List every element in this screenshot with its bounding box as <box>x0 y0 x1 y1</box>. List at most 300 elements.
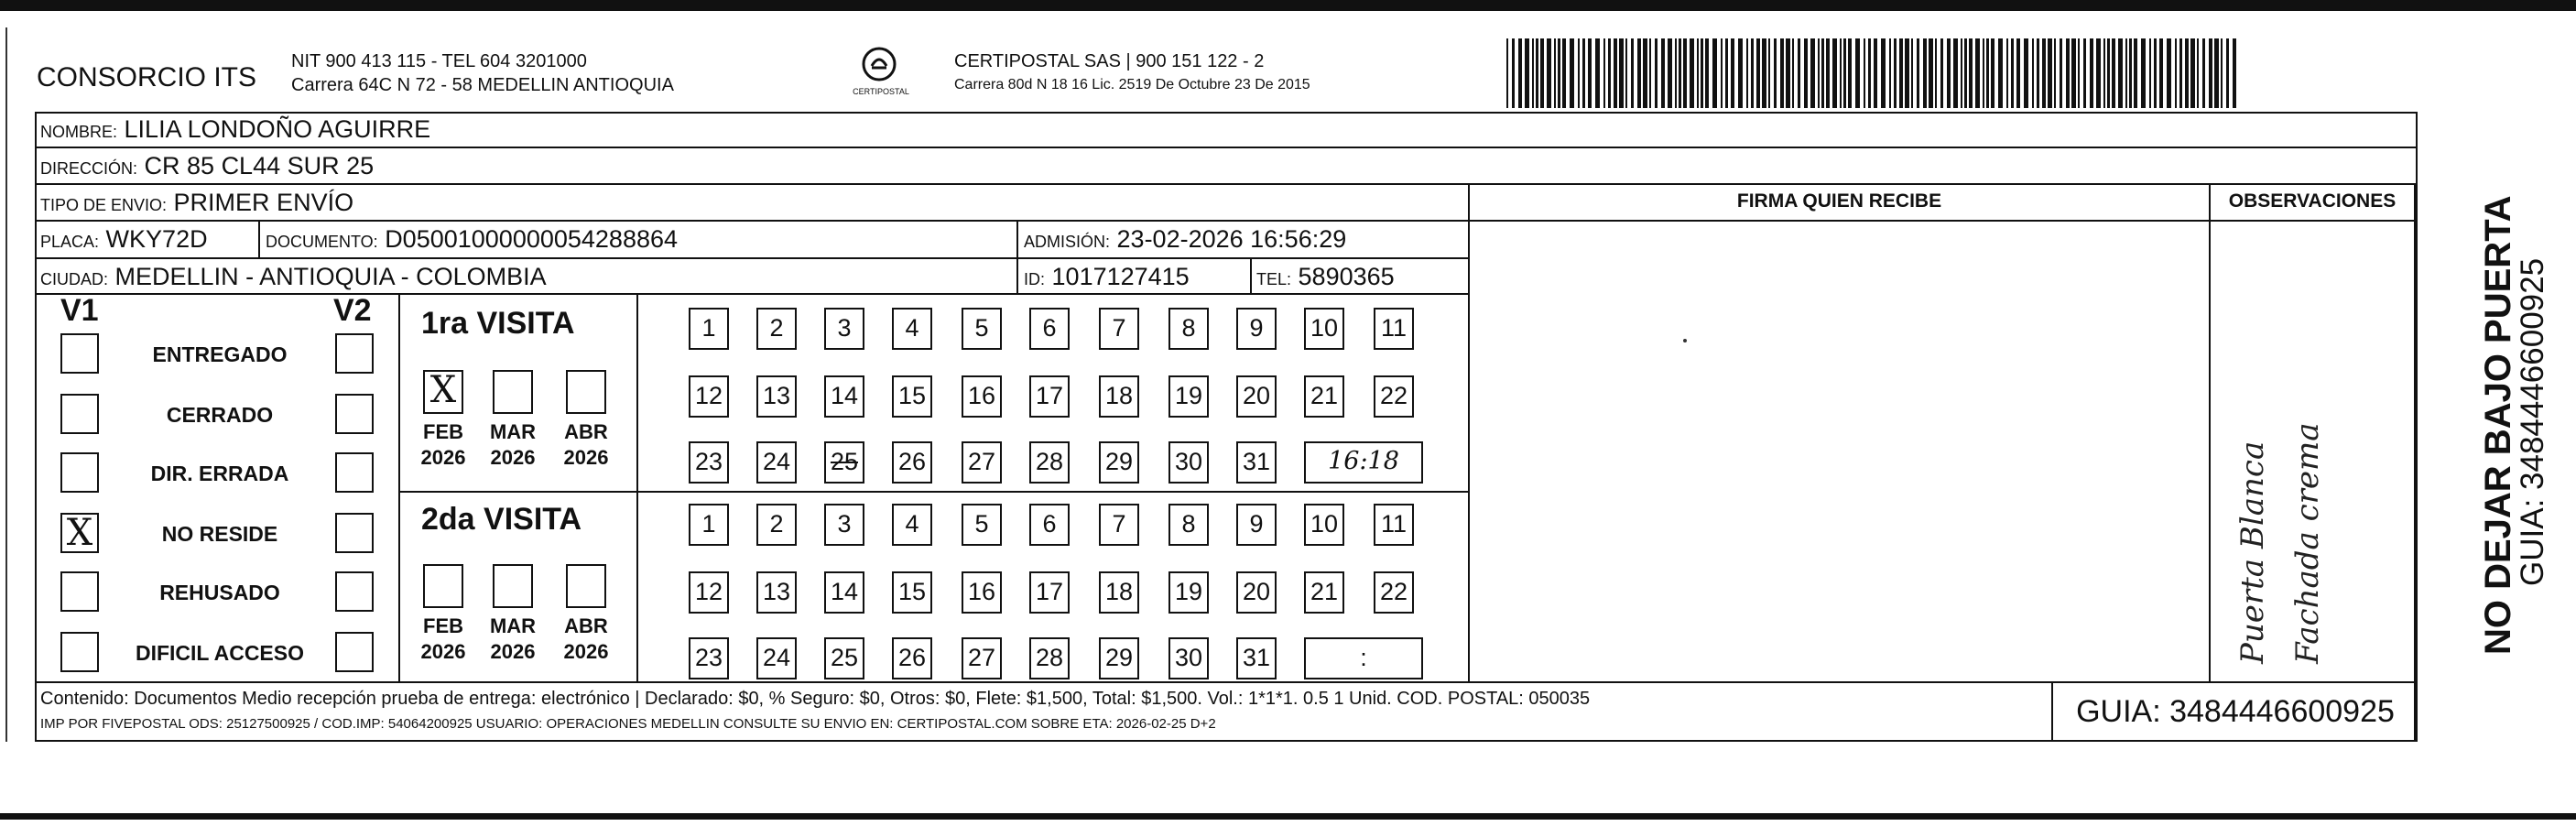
day-checkbox[interactable] <box>1168 571 1209 614</box>
day-number: 5 <box>974 314 989 342</box>
barcode-bar <box>1768 38 1770 108</box>
barcode-bar <box>2103 38 2105 108</box>
barcode-bar <box>1889 38 1891 108</box>
id-value: 1017127415 <box>1051 263 1190 290</box>
barcode-bar <box>1554 38 1556 108</box>
col-divider <box>2209 220 2416 222</box>
day-number: 26 <box>897 644 927 671</box>
barcode-bar <box>1721 38 1723 108</box>
month-year: 2026 <box>563 640 609 663</box>
barcode-bar <box>1536 38 1538 108</box>
barcode-bar <box>1935 38 1937 108</box>
barcode-bar <box>1986 38 1989 108</box>
barcode-bar <box>1998 38 2003 108</box>
ciudad-value: MEDELLIN - ANTIOQUIA - COLOMBIA <box>114 263 547 290</box>
month-name: ABR <box>564 614 608 637</box>
v1-checkbox[interactable] <box>60 513 99 553</box>
barcode-bar <box>1578 38 1580 108</box>
time-field[interactable]: 16:18 <box>1304 441 1423 484</box>
tel-value: 5890365 <box>1298 263 1395 290</box>
day-number: 30 <box>1174 644 1203 671</box>
barcode-bar <box>1643 38 1647 108</box>
nombre-row <box>40 115 430 144</box>
barcode-bar <box>1595 38 1600 108</box>
day-checkbox[interactable] <box>689 504 729 546</box>
day-checkbox[interactable] <box>892 637 932 679</box>
barcode-bar <box>1582 38 1585 108</box>
month-name: ABR <box>564 420 608 443</box>
day-checkbox[interactable] <box>756 571 797 614</box>
month-name: MAR <box>489 614 537 637</box>
barcode-bar <box>1697 38 1699 108</box>
month-label <box>485 419 540 471</box>
barcode-bar <box>1547 38 1551 108</box>
barcode-bar <box>2011 38 2014 108</box>
day-checkbox[interactable] <box>1236 571 1277 614</box>
day-checkbox[interactable] <box>1374 375 1414 418</box>
day-number: 14 <box>830 382 859 409</box>
barcode-bar <box>1792 38 1794 108</box>
day-number: 28 <box>1035 644 1064 671</box>
month-checkbox[interactable] <box>566 370 606 414</box>
day-number: 2 <box>769 510 784 538</box>
barcode-bar <box>1603 38 1605 108</box>
admision-value: 23-02-2026 16:56:29 <box>1116 225 1347 253</box>
barcode-bar <box>1975 38 1980 108</box>
day-checkbox[interactable] <box>892 441 932 484</box>
v2-checkbox[interactable] <box>335 513 374 553</box>
day-checkbox[interactable] <box>824 375 864 418</box>
barcode-bar <box>1832 38 1837 108</box>
barcode-bar <box>1679 38 1681 108</box>
day-number: 11 <box>1380 510 1408 538</box>
day-checkbox[interactable] <box>892 375 932 418</box>
day-checkbox[interactable] <box>1168 637 1209 679</box>
barcode-bar <box>2066 38 2070 108</box>
barcode-bar <box>1840 38 1842 108</box>
barcode-bar <box>2141 38 2146 108</box>
barcode-bar <box>1899 38 1903 108</box>
documento-value: D05001000000054288864 <box>385 225 679 253</box>
barcode-bar <box>1619 38 1624 108</box>
v2-checkbox[interactable] <box>335 571 374 612</box>
placa-field <box>40 225 208 254</box>
day-checkbox[interactable] <box>1099 441 1139 484</box>
company-address: Carrera 64C N 72 - 58 MEDELLIN ANTIOQUIA <box>291 75 674 95</box>
barcode-bar <box>1525 38 1529 108</box>
day-number: 16 <box>967 382 996 409</box>
col-divider <box>2414 183 2416 742</box>
direccion-row <box>40 152 374 180</box>
day-checkbox[interactable] <box>892 504 932 546</box>
row-divider <box>35 147 2418 148</box>
barcode-bar <box>1774 38 1777 108</box>
day-checkbox[interactable] <box>1029 571 1070 614</box>
barcode-bar <box>2090 38 2093 108</box>
barcode-bar <box>1964 38 1967 108</box>
day-number: 30 <box>1174 448 1203 475</box>
barcode-bar <box>1864 38 1865 108</box>
day-checkbox[interactable] <box>1236 375 1277 418</box>
observaciones-label: OBSERVACIONES <box>2228 190 2397 212</box>
day-checkbox[interactable] <box>1099 504 1139 546</box>
day-number: 29 <box>1104 644 1134 671</box>
month-year: 2026 <box>420 446 466 469</box>
month-checkbox[interactable] <box>493 564 533 608</box>
day-checkbox[interactable] <box>962 441 1002 484</box>
barcode-bar <box>1821 38 1824 108</box>
barcode-bar <box>1738 38 1743 108</box>
day-checkbox[interactable] <box>1168 308 1209 350</box>
top-border <box>0 0 2576 11</box>
day-checkbox[interactable] <box>1099 375 1139 418</box>
col-divider <box>258 220 260 258</box>
barcode-bar <box>2071 38 2076 108</box>
barcode-bar <box>2233 38 2236 108</box>
month-name: FEB <box>423 614 463 637</box>
day-number: 29 <box>1104 448 1134 475</box>
day-number: 25 <box>830 448 859 475</box>
day-checkbox[interactable] <box>962 637 1002 679</box>
documento-field <box>266 225 678 254</box>
day-number: 20 <box>1242 382 1271 409</box>
barcode-bar <box>2042 38 2046 108</box>
day-checkbox[interactable] <box>756 375 797 418</box>
second-visit-title: 2da VISITA <box>421 502 582 537</box>
day-number: 1 <box>701 314 716 342</box>
day-checkbox[interactable] <box>892 571 932 614</box>
day-checkbox[interactable] <box>1168 441 1209 484</box>
day-number: 31 <box>1242 644 1271 671</box>
company-name: CONSORCIO ITS <box>37 62 257 92</box>
barcode-bar <box>1570 38 1574 108</box>
day-checkbox[interactable] <box>1168 504 1209 546</box>
v2-header: V2 <box>333 293 372 328</box>
day-checkbox[interactable] <box>824 441 864 484</box>
month-label <box>416 419 471 471</box>
day-checkbox[interactable] <box>824 504 864 546</box>
barcode-bar <box>1756 38 1760 108</box>
day-number: 12 <box>694 382 723 409</box>
barcode-bar <box>2190 38 2195 108</box>
ciudad-label: CIUDAD: <box>40 270 109 288</box>
barcode-bar <box>1961 38 1962 108</box>
month-year: 2026 <box>420 640 466 663</box>
day-checkbox[interactable] <box>689 308 729 350</box>
left-edge-line <box>5 27 7 742</box>
barcode-bar <box>1690 38 1694 108</box>
barcode-bar <box>1804 38 1808 108</box>
barcode-bar <box>1969 38 1973 108</box>
day-checkbox[interactable] <box>1236 441 1277 484</box>
side-guia: GUIA: 3484446600925 <box>2515 257 2550 586</box>
time-field[interactable]: : <box>1304 637 1423 679</box>
row-divider <box>35 183 2418 185</box>
v2-checkbox[interactable] <box>335 394 374 434</box>
barcode-bar <box>1725 38 1728 108</box>
barcode-bar <box>1923 38 1927 108</box>
day-number: 27 <box>967 644 996 671</box>
barcode-bar <box>2125 38 2127 108</box>
barcode-bar <box>2134 38 2137 108</box>
day-checkbox[interactable] <box>1236 637 1277 679</box>
guia-number: GUIA: 3484446600925 <box>2051 681 2418 742</box>
barcode-bar <box>1655 38 1658 108</box>
nombre-value: LILIA LONDOÑO AGUIRRE <box>124 115 431 143</box>
day-checkbox[interactable] <box>962 504 1002 546</box>
day-checkbox[interactable] <box>689 375 729 418</box>
direccion-value: CR 85 CL44 SUR 25 <box>144 152 375 179</box>
month-checkbox[interactable] <box>493 370 533 414</box>
row-divider <box>35 293 1468 295</box>
barcode-bar <box>2221 38 2223 108</box>
day-checkbox[interactable] <box>1374 571 1414 614</box>
barcode-bar <box>1762 38 1766 108</box>
barcode-bar <box>2209 38 2212 108</box>
barcode-bar <box>1881 38 1886 108</box>
barcode-bar <box>1848 38 1852 108</box>
day-checkbox[interactable] <box>756 308 797 350</box>
day-number: 24 <box>762 448 791 475</box>
barcode-bar <box>1751 38 1754 108</box>
barcode-bar <box>2006 38 2008 108</box>
month-checkbox[interactable] <box>566 564 606 608</box>
barcode-bar <box>1929 38 1933 108</box>
day-checkbox[interactable] <box>1099 637 1139 679</box>
v2-checkbox[interactable] <box>335 452 374 493</box>
day-checkbox[interactable] <box>1168 375 1209 418</box>
day-checkbox[interactable] <box>689 571 729 614</box>
month-checkbox[interactable] <box>423 564 463 608</box>
day-checkbox[interactable] <box>962 375 1002 418</box>
print-info: IMP POR FIVEPOSTAL ODS: 25127500925 / COD.IMP: 54064200925 USUARIO: OPERACIONES MEDELLIN CONSULTE SU ENVIO EN: CERTIPOSTAL.COM SOBRE ETA: 2026-02-25 D+2 <box>40 716 1216 732</box>
status-option-label: NO RESIDE <box>161 522 278 546</box>
check-mark: X <box>66 512 93 554</box>
barcode-bar <box>2112 38 2115 108</box>
barcode-bar <box>1874 38 1877 108</box>
barcode-bar <box>1562 38 1566 108</box>
day-number: 9 <box>1249 510 1264 538</box>
tipo-row <box>40 189 353 217</box>
check-mark: X <box>429 369 457 411</box>
day-checkbox[interactable] <box>756 637 797 679</box>
day-checkbox[interactable] <box>689 637 729 679</box>
barcode-bar <box>1953 38 1958 108</box>
month-checkbox[interactable] <box>423 370 463 414</box>
day-checkbox[interactable] <box>1029 375 1070 418</box>
day-checkbox[interactable] <box>1029 504 1070 546</box>
v1-checkbox[interactable] <box>60 394 99 434</box>
day-number: 26 <box>897 448 927 475</box>
first-visit-title: 1ra VISITA <box>421 306 575 341</box>
barcode-bar <box>2083 38 2086 108</box>
day-checkbox[interactable] <box>824 637 864 679</box>
barcode-bar <box>1905 38 1909 108</box>
month-year: 2026 <box>490 446 536 469</box>
day-checkbox[interactable] <box>1099 308 1139 350</box>
day-number: 23 <box>694 644 723 671</box>
day-checkbox[interactable] <box>1029 637 1070 679</box>
tel-label: TEL: <box>1256 270 1292 288</box>
day-checkbox[interactable] <box>1304 375 1344 418</box>
day-checkbox[interactable] <box>824 571 864 614</box>
placa-value: WKY72D <box>105 225 208 253</box>
barcode-bar <box>2202 38 2205 108</box>
handwritten-note-line2: Fachada crema <box>2289 422 2326 664</box>
barcode-bar <box>1588 38 1592 108</box>
barcode-bar <box>1558 38 1560 108</box>
status-option-label: ENTREGADO <box>152 342 288 366</box>
admision-field <box>1024 225 1346 254</box>
day-checkbox[interactable] <box>824 308 864 350</box>
barcode-bar <box>1675 38 1677 108</box>
barcode-bar <box>2054 38 2056 108</box>
barcode-bar <box>1798 38 1800 108</box>
barcode-bar <box>2226 38 2229 108</box>
day-checkbox[interactable] <box>1374 308 1414 350</box>
day-checkbox[interactable] <box>892 308 932 350</box>
day-checkbox[interactable] <box>1304 504 1344 546</box>
barcode-bar <box>2154 38 2157 108</box>
admision-label: ADMISIÓN: <box>1024 233 1111 251</box>
barcode-bar <box>1701 38 1703 108</box>
barcode-bar <box>1991 38 1994 108</box>
barcode-bar <box>2197 38 2199 108</box>
barcode-bar <box>1911 38 1913 108</box>
day-number: 17 <box>1035 382 1064 409</box>
day-checkbox[interactable] <box>962 308 1002 350</box>
day-number: 6 <box>1042 314 1057 342</box>
row-divider <box>1016 257 1468 259</box>
day-number: 7 <box>1112 510 1126 538</box>
v2-checkbox[interactable] <box>335 632 374 672</box>
barcode-bar <box>1855 38 1860 108</box>
barcode-bar <box>1649 38 1651 108</box>
id-label: ID: <box>1024 270 1046 288</box>
barcode-bar <box>1731 38 1734 108</box>
day-checkbox[interactable] <box>962 571 1002 614</box>
day-number: 13 <box>762 578 791 605</box>
day-number: 18 <box>1104 382 1134 409</box>
day-checkbox[interactable] <box>1236 308 1277 350</box>
day-number: 24 <box>762 644 791 671</box>
company-info <box>291 49 674 97</box>
day-number: 28 <box>1035 448 1064 475</box>
no-dejar-warning: NO DEJAR BAJO PUERTA <box>2478 195 2518 655</box>
barcode-bar <box>1746 38 1748 108</box>
day-checkbox[interactable] <box>756 504 797 546</box>
col-divider <box>2209 183 2211 681</box>
certipostal-address: Carrera 80d N 18 16 Lic. 2519 De Octubre 23 De 2015 <box>954 77 1310 92</box>
day-number: 22 <box>1379 382 1408 409</box>
day-number: 12 <box>694 578 723 605</box>
signature-mark <box>1683 339 1687 342</box>
v1-checkbox[interactable] <box>60 333 99 374</box>
day-checkbox[interactable] <box>1304 308 1344 350</box>
day-checkbox[interactable] <box>756 441 797 484</box>
barcode-bar <box>1637 38 1641 108</box>
tel-field <box>1256 263 1395 291</box>
nombre-label: NOMBRE: <box>40 123 118 141</box>
certipostal-logo-icon <box>861 46 897 82</box>
col-divider <box>1016 222 1018 293</box>
barcode-bar <box>2078 38 2080 108</box>
day-number: 3 <box>837 510 852 538</box>
day-checkbox[interactable] <box>1236 504 1277 546</box>
barcode-bar <box>2048 38 2052 108</box>
day-number: 10 <box>1310 314 1339 342</box>
barcode-bar <box>1614 38 1617 108</box>
status-option-label: DIR. ERRADA <box>150 462 289 485</box>
barcode-bar <box>2118 38 2123 108</box>
logo-text: CERTIPOSTAL <box>853 87 909 96</box>
tipo-label: TIPO DE ENVIO: <box>40 196 168 214</box>
v1-checkbox[interactable] <box>60 571 99 612</box>
barcode-bar <box>1506 38 1508 108</box>
barcode-bar <box>2175 38 2177 108</box>
barcode-bar <box>1810 38 1815 108</box>
day-checkbox[interactable] <box>1374 504 1414 546</box>
day-number: 15 <box>897 578 927 605</box>
v1-checkbox[interactable] <box>60 632 99 672</box>
day-checkbox[interactable] <box>689 441 729 484</box>
status-option-label: REHUSADO <box>159 581 280 604</box>
barcode-bar <box>1668 38 1672 108</box>
day-number: 2 <box>769 314 784 342</box>
day-number: 7 <box>1112 314 1126 342</box>
day-checkbox[interactable] <box>1029 308 1070 350</box>
month-label <box>559 419 614 471</box>
day-number: 23 <box>694 448 723 475</box>
barcode-bar <box>1518 38 1522 108</box>
day-checkbox[interactable] <box>1099 571 1139 614</box>
day-number: 20 <box>1242 578 1271 605</box>
day-number: 9 <box>1249 314 1264 342</box>
day-number: 21 <box>1310 382 1339 409</box>
v2-checkbox[interactable] <box>335 333 374 374</box>
v1-checkbox[interactable] <box>60 452 99 493</box>
row-divider <box>398 491 1468 493</box>
certipostal-info <box>954 49 1310 97</box>
ciudad-field <box>40 263 547 291</box>
barcode-bar <box>2024 38 2028 108</box>
day-number: 13 <box>762 382 791 409</box>
month-label <box>559 614 614 665</box>
id-field <box>1024 263 1190 291</box>
day-number: 5 <box>974 510 989 538</box>
day-number: 22 <box>1379 578 1408 605</box>
barcode-bar <box>1532 38 1534 108</box>
month-name: FEB <box>423 420 463 443</box>
barcode-bar <box>1661 38 1665 108</box>
day-number: 19 <box>1174 578 1203 605</box>
day-checkbox[interactable] <box>1304 571 1344 614</box>
barcode-bar <box>2167 38 2171 108</box>
barcode-bar <box>1818 38 1820 108</box>
handwritten-note-line1: Puerta Blanca <box>2234 440 2271 664</box>
day-number: 27 <box>967 448 996 475</box>
day-checkbox[interactable] <box>1029 441 1070 484</box>
barcode-bar <box>1625 38 1627 108</box>
barcode-bar <box>2016 38 2020 108</box>
day-number: 25 <box>830 644 859 671</box>
day-number: 4 <box>905 510 919 538</box>
month-name: MAR <box>489 420 537 443</box>
tipo-value: PRIMER ENVÍO <box>173 189 354 216</box>
bottom-border <box>0 813 2576 820</box>
barcode-bar <box>2129 38 2132 108</box>
col-divider <box>398 293 400 681</box>
